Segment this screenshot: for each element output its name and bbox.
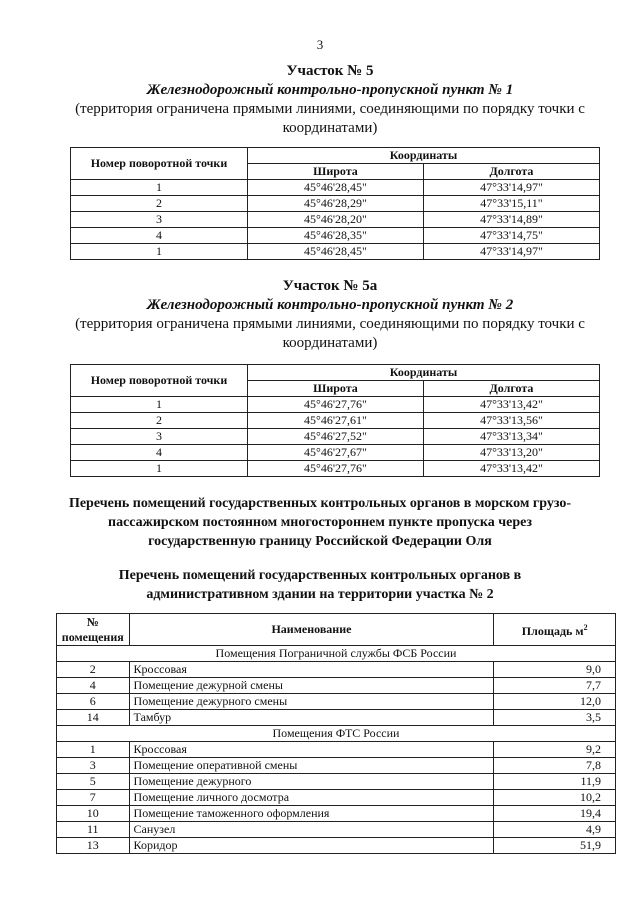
sub-heading: Перечень помещений государственных контрольных органов в административном здании на территории участка № 2 [118, 568, 522, 602]
table-row [57, 710, 616, 726]
table-row [71, 180, 600, 196]
group-title: Помещения ФТС России [57, 726, 616, 742]
room-area: 12,0 [494, 694, 616, 710]
point-number: 3 [71, 429, 248, 445]
latitude: 45°46'27,76" [247, 397, 423, 413]
latitude: 45°46'27,76" [247, 461, 423, 477]
room-name: Санузел [129, 822, 494, 838]
table-row [71, 413, 600, 429]
room-number: 10 [57, 806, 130, 822]
room-area: 7,7 [494, 678, 616, 694]
list-heading: Перечень помещений государственных контрольных органов в морском грузо-пассажирском постоянном многостороннем пункте пропуска через государственную границу Российской Федерации Оля [68, 496, 572, 549]
latitude: 45°46'28,35" [247, 228, 423, 244]
header-area-sup: 2 [583, 623, 588, 632]
section-5-description: (территория ограничена прямыми линиями, соединяющими по порядку точки с координатами) [75, 101, 585, 136]
room-number: 14 [57, 710, 130, 726]
room-area: 9,2 [494, 742, 616, 758]
header-coords: Координаты [247, 148, 599, 164]
header-lat: Широта [247, 381, 423, 397]
latitude: 45°46'27,67" [247, 445, 423, 461]
point-number: 3 [71, 212, 248, 228]
room-name: Помещение дежурного [129, 774, 494, 790]
room-area: 3,5 [494, 710, 616, 726]
page-number: 3 [316, 37, 324, 52]
table-row [57, 662, 616, 678]
table-row [57, 790, 616, 806]
table-row [71, 445, 600, 461]
room-name: Помещение дежурного смены [129, 694, 494, 710]
section-5a-description: (территория ограничена прямыми линиями, соединяющими по порядку точки с координатами) [75, 316, 585, 351]
room-number: 3 [57, 758, 130, 774]
table-row [57, 694, 616, 710]
point-number: 1 [71, 244, 248, 260]
point-number: 2 [71, 196, 248, 212]
room-name: Помещение дежурной смены [129, 678, 494, 694]
latitude: 45°46'28,45" [247, 180, 423, 196]
header-lon: Долгота [423, 381, 599, 397]
point-number: 4 [71, 445, 248, 461]
room-number: 6 [57, 694, 130, 710]
rooms-table [56, 613, 616, 854]
table-row [57, 742, 616, 758]
latitude: 45°46'27,52" [247, 429, 423, 445]
longitude: 47°33'13,20" [423, 445, 599, 461]
room-area: 4,9 [494, 822, 616, 838]
room-area: 19,4 [494, 806, 616, 822]
table-row [71, 397, 600, 413]
room-area: 51,9 [494, 838, 616, 854]
group-row [57, 726, 616, 742]
table-row [71, 196, 600, 212]
room-number: 1 [57, 742, 130, 758]
room-name: Кроссовая [129, 662, 494, 678]
section-5a-title: Участок № 5а [282, 278, 378, 294]
longitude: 47°33'13,42" [423, 461, 599, 477]
room-name: Кроссовая [129, 742, 494, 758]
section-5-title: Участок № 5 [286, 63, 374, 79]
table-row [71, 244, 600, 260]
longitude: 47°33'13,42" [423, 397, 599, 413]
group-title: Помещения Пограничной службы ФСБ России [57, 646, 616, 662]
header-point: Номер поворотной точки [71, 365, 248, 397]
header-area [494, 614, 616, 646]
header-coords: Координаты [247, 365, 599, 381]
section-5a-coordinates-table [70, 364, 600, 477]
table-row [71, 461, 600, 477]
room-area: 9,0 [494, 662, 616, 678]
table-row [71, 212, 600, 228]
table-row [71, 429, 600, 445]
point-number: 2 [71, 413, 248, 429]
room-area: 7,8 [494, 758, 616, 774]
header-lat: Широта [247, 164, 423, 180]
table-row [57, 822, 616, 838]
longitude: 47°33'14,97" [423, 180, 599, 196]
section-5-heading [40, 62, 620, 138]
point-number: 1 [71, 397, 248, 413]
group-row [57, 646, 616, 662]
longitude: 47°33'14,97" [423, 244, 599, 260]
section-5-subtitle: Железнодорожный контрольно-пропускной пункт № 1 [146, 82, 514, 98]
room-number: 4 [57, 678, 130, 694]
section-5a-heading [40, 277, 620, 353]
table-row [71, 228, 600, 244]
header-area-text: Площадь м [521, 624, 584, 638]
longitude: 47°33'14,75" [423, 228, 599, 244]
longitude: 47°33'14,89" [423, 212, 599, 228]
table-row [57, 774, 616, 790]
longitude: 47°33'13,56" [423, 413, 599, 429]
table-row [57, 678, 616, 694]
room-name: Помещение таможенного оформления [129, 806, 494, 822]
longitude: 47°33'15,11" [423, 196, 599, 212]
room-name: Коридор [129, 838, 494, 854]
room-number: 7 [57, 790, 130, 806]
latitude: 45°46'28,20" [247, 212, 423, 228]
room-number: 11 [57, 822, 130, 838]
table-row [57, 838, 616, 854]
point-number: 1 [71, 180, 248, 196]
latitude: 45°46'28,29" [247, 196, 423, 212]
room-name: Помещение оперативной смены [129, 758, 494, 774]
latitude: 45°46'28,45" [247, 244, 423, 260]
table-row [57, 806, 616, 822]
room-area: 11,9 [494, 774, 616, 790]
header-name: Наименование [129, 614, 494, 646]
latitude: 45°46'27,61" [247, 413, 423, 429]
section-5-coordinates-table [70, 147, 600, 260]
point-number: 4 [71, 228, 248, 244]
room-name: Помещение личного досмотра [129, 790, 494, 806]
room-number: 2 [57, 662, 130, 678]
longitude: 47°33'13,34" [423, 429, 599, 445]
header-point: Номер поворотной точки [71, 148, 248, 180]
header-room-number: № помещения [57, 614, 130, 646]
room-number: 13 [57, 838, 130, 854]
room-name: Тамбур [129, 710, 494, 726]
room-number: 5 [57, 774, 130, 790]
room-area: 10,2 [494, 790, 616, 806]
table-row [57, 758, 616, 774]
section-5a-subtitle: Железнодорожный контрольно-пропускной пункт № 2 [146, 297, 514, 313]
point-number: 1 [71, 461, 248, 477]
header-lon: Долгота [423, 164, 599, 180]
